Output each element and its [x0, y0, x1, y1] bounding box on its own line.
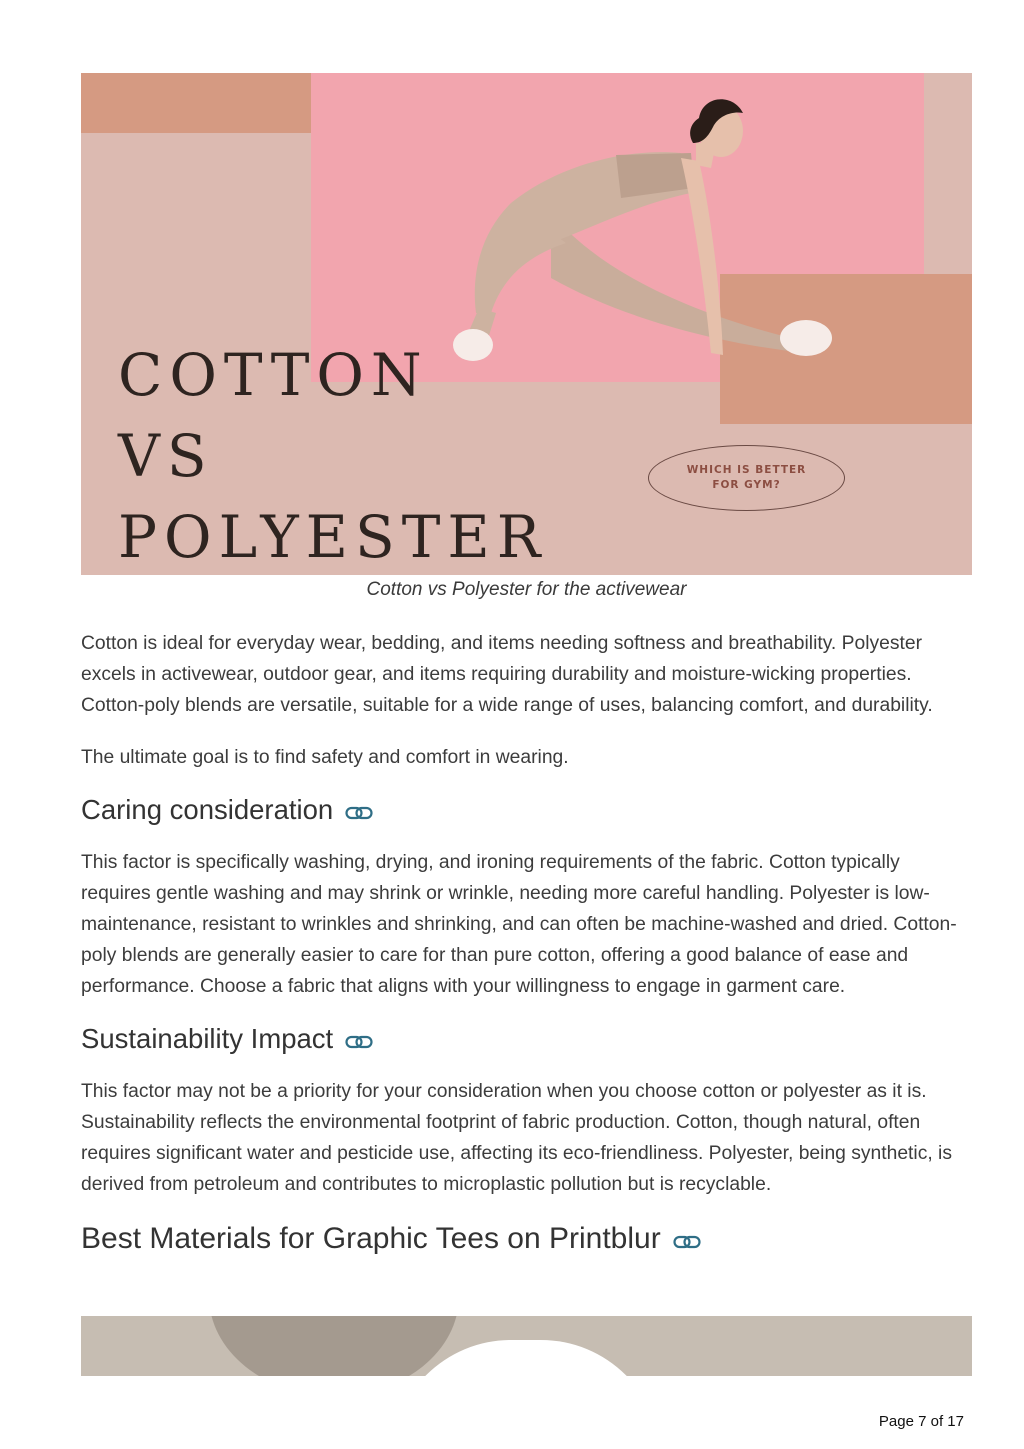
hero-image: [81, 73, 972, 575]
tshirt-image: [81, 1316, 972, 1376]
anchor-link-icon[interactable]: [345, 1035, 373, 1049]
section-heading: [81, 1021, 972, 1057]
section-heading: [81, 1221, 972, 1257]
paragraph: This factor is specifically washing, drying, and ironing requirements of the fabric. Cotton typically requires gentle washing and may shrink or wrinkle, needing more careful handling. Polyester is low-maintenance, resistant to wrinkles and shrinking, and can often be machine-washed and dried. Cotton-poly blends are generally easier to care for than pure cotton, offering a good balance of ease and performance. Choose a fabric that aligns with your willingness to engage in garment care.: [81, 852, 957, 997]
mannequin-neck: [209, 1316, 459, 1376]
section-heading-text: Caring consideration: [81, 794, 334, 825]
anchor-link-icon[interactable]: [345, 806, 373, 820]
page-number: Page 7 of 17: [878, 1413, 964, 1430]
paragraph: The ultimate goal is to find safety and comfort in wearing.: [81, 747, 569, 768]
hero-title: [118, 335, 547, 575]
article-content: [81, 73, 972, 1257]
paragraph: Cotton is ideal for everyday wear, bedding, and items needing softness and breathability. Polyester excels in activewear, outdoor gear, and items requiring durability and moisture-wicking properties. Cotton-poly blends are versatile, suitable for a wide range of uses, balancing comfort, and durability.: [81, 633, 933, 716]
hero-title-line: POLYESTER: [118, 503, 548, 571]
anchor-link-icon[interactable]: [673, 1235, 701, 1249]
decor-block-top: [81, 73, 311, 133]
hero-badge: WHICH IS BETTER FOR GYM?: [648, 445, 845, 511]
image-caption: Cotton vs Polyester for the activewear: [366, 579, 687, 600]
paragraph: This factor may not be a priority for your consideration when you choose cotton or polyester as it is. Sustainability reflects the environmental footprint of fabric production. Cotton, though natural, often requires significant water and pesticide use, affecting its eco-friendliness. Polyester, being synthetic, is derived from petroleum and contributes to microplastic pollution but is recyclable.: [81, 1081, 952, 1195]
hero-title-line: VS: [118, 422, 214, 490]
section-heading: [81, 792, 972, 828]
section-heading-text: Best Materials for Graphic Tees on Printblur: [81, 1222, 661, 1255]
hero-title-line: COTTON: [118, 341, 429, 409]
section-heading-text: Sustainability Impact: [81, 1023, 334, 1054]
